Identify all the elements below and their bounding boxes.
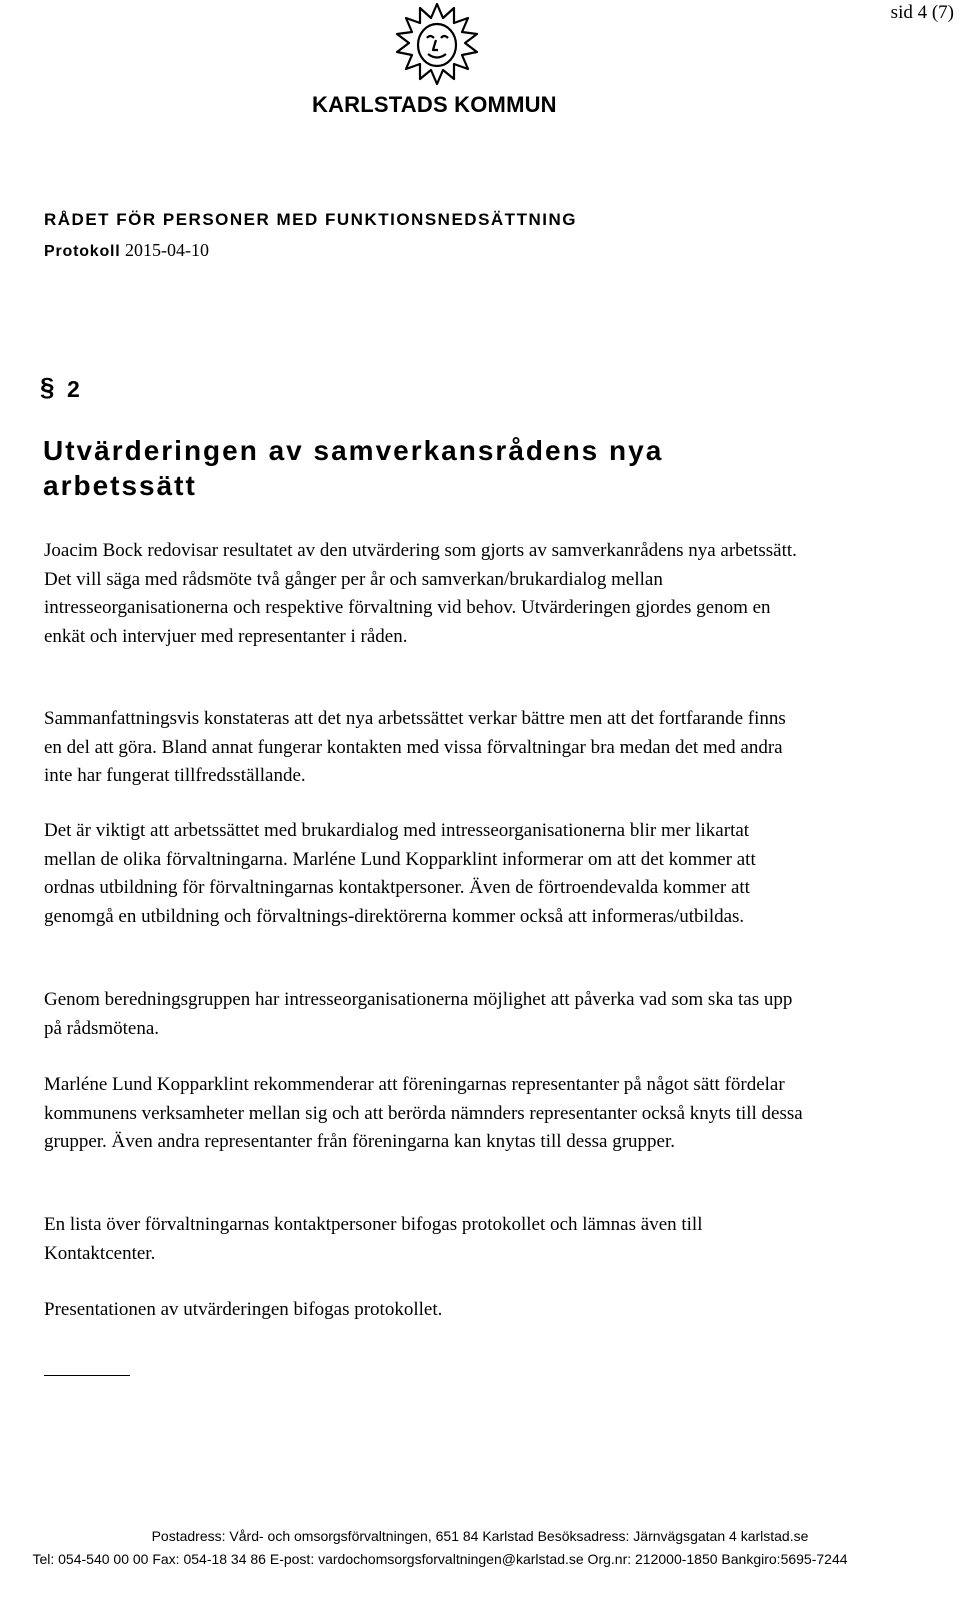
paragraph-contact-list: En lista över förvaltningarnas kontaktpersoner bifogas protokollet och lämnas även till Kontaktcenter. — [44, 1214, 703, 1264]
paragraph-presentation: Presentationen av utvärderingen bifogas protokollet. — [44, 1299, 443, 1320]
section-title: Utvärderingen av samverkansrådens nya arbetssätt — [43, 435, 664, 501]
footer-address: Postadress: Vård- och omsorgsförvaltningen, 651 84 Karlstad Besöksadress: Järnvägsgatan 4 karlstad.se — [151, 1528, 809, 1544]
paragraph-recommendation: Marléne Lund Kopparklint rekommenderar att föreningarnas representanter på något sätt fördelar kommunens verksamheter mellan sig och att berörda nämnders representanter också knyts till dessa grupper. Även andra representanter från föreningarna kan knytas till dessa grupper. — [44, 1074, 803, 1152]
footnote-divider — [44, 1375, 130, 1376]
paragraph-preparation-group: Genom beredningsgruppen har intresseorganisationerna möjlighet att påverka vad som ska tas upp på rådsmötena. — [44, 989, 793, 1039]
council-name: RÅDET FÖR PERSONER MED FUNKTIONSNEDSÄTTNING — [44, 210, 577, 229]
footer-contact: Tel: 054-540 00 00 Fax: 054-18 34 86 E-post: vardochomsorgsforvaltningen@karlstad.se Org.nr: 212000-1850 Bankgiro:5695-7244 — [32, 1551, 848, 1567]
page-number: sid 4 (7) — [890, 2, 954, 23]
paragraph-evaluation: Joacim Bock redovisar resultatet av den utvärdering som gjorts av samverkanrådens nya arbetssätt. Det vill säga med rådsmöte två gånger per år och samverkan/brukardialog mellan intresseorganisationerna och respektive förvaltning vid behov. Utvärderingen gjordes genom en enkät och intervjuer med representanter i råden. — [44, 540, 797, 647]
paragraph-summary: Sammanfattningsvis konstateras att det nya arbetssättet verkar bättre men att det fortfarande finns en del att göra. Bland annat fungerar kontakten med vissa förvaltningar bra medan det med andra inte har fungerat tillfredsställande. — [44, 708, 786, 786]
protocol-label: Protokoll — [44, 243, 121, 260]
protocol-date: 2015-04-10 — [125, 240, 210, 260]
municipality-logo — [300, 0, 570, 125]
section-mark: § — [40, 372, 55, 402]
sun-emblem-icon — [392, 0, 482, 92]
section-number: 2 — [67, 376, 80, 402]
logo-text: KARLSTADS KOMMUN — [312, 92, 557, 117]
protocol-line — [44, 240, 209, 261]
paragraph-dialogue: Det är viktigt att arbetssättet med brukardialog med intresseorganisationerna blir mer likartat mellan de olika förvaltningarna. Marléne Lund Kopparklint informerar om att det kommer att ordnas utbildning för förvaltningarnas kontaktpersoner. Även de förtroendevalda kommer att genomgå en utbildning och förvaltnings-direktörerna kommer också att informeras/utbildas. — [44, 820, 756, 927]
